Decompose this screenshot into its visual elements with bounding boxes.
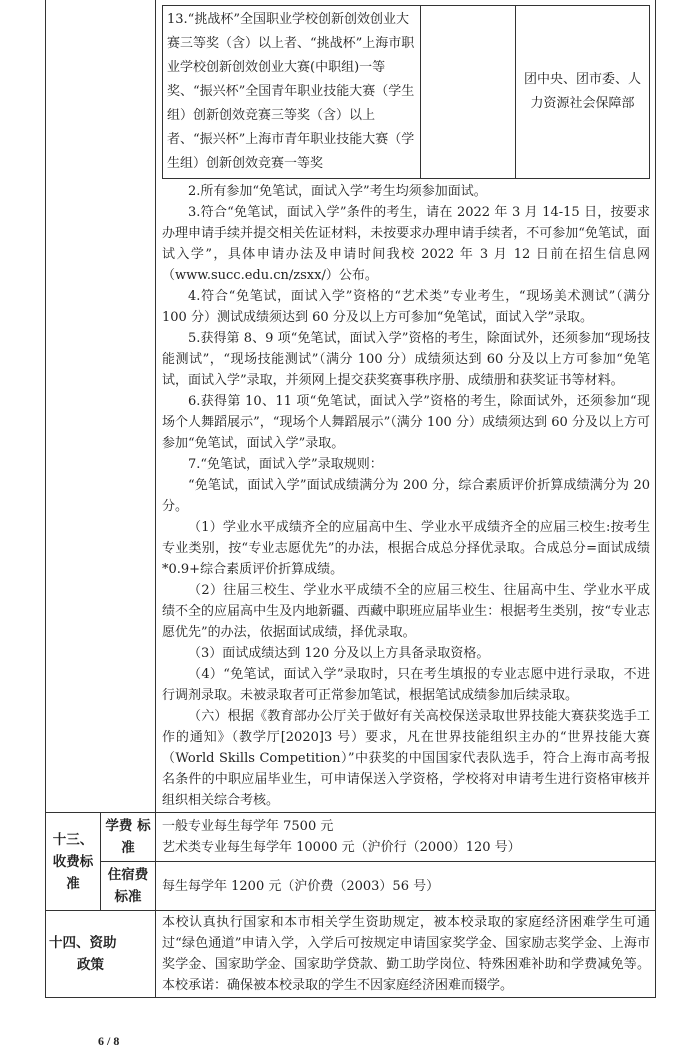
tuition-label-text: 学费 标准 (105, 818, 151, 856)
award-empty-cell (421, 6, 516, 179)
fees-section-label-text: 十三、收费标准 (52, 831, 94, 892)
rule-paragraph: 4.符合“免笔试，面试入学”资格的“艺术类”专业考生，“现场美术测试”（满分 100 分）测试成绩须达到 60 分及以上方可参加“免笔试，面试入学”录取。 (162, 289, 650, 325)
dorm-label-text: 住宿费标准 (107, 867, 149, 905)
dorm-value (156, 862, 656, 911)
tuition-label (101, 813, 156, 862)
rule-paragraph: （2）往届三校生、学业水平成绩不全的应届三校生、往届高中生、学业水平成绩不全的应届高中生及内地新疆、西藏中职班应届毕业生：根据考生类别，按“专业志愿优先”的办法，依据面试成绩，择优录取。 (162, 583, 650, 640)
rule-paragraph: 3.符合“免笔试，面试入学”条件的考生，请在 2022 年 3 月 14-15 日，按要求办理申请手续并提交相关佐证材料，未按要求办理申请手续者，不可参加“免笔试，面试入学”，具体申请办法及申请时间我校 2022 年 3 月 12 日前在招生信息网（www.succ.edu.cn/zsxx/）公布。 (162, 205, 650, 283)
admission-rules-text (162, 181, 650, 811)
award-table (162, 5, 650, 179)
tuition-row (46, 813, 656, 862)
rule-paragraph: （4）“免笔试，面试入学”录取时，只在考生填报的专业志愿中进行录取，不进行调剂录取。未被录取者可正常参加笔试，根据笔试成绩参加后续录取。 (162, 667, 650, 703)
rule-paragraph: 7.“免笔试，面试入学”录取规则： (188, 457, 383, 472)
award-organizer: 团中央、团市委、人力资源社会保障部 (516, 6, 650, 179)
dorm-label (101, 862, 156, 911)
dorm-row (46, 862, 656, 911)
tuition-line: 一般专业每生每学年 7500 元 (162, 819, 334, 834)
aid-label-line-2: 政策 (77, 957, 104, 973)
tuition-line: 艺术类专业每生每学年 10000 元（沪价行（2000）120 号） (162, 840, 521, 855)
tuition-value (156, 813, 656, 862)
rule-paragraph: 2.所有参加“免笔试，面试入学”考生均须参加面试。 (188, 184, 487, 199)
award-row (163, 6, 650, 179)
award-item-13: 13.“挑战杯”全国职业学校创新创效创业大赛三等奖（含）以上者、“挑战杯”上海市职业学校创新创效创业大赛(中职组)一等奖、“振兴杯”全国青年职业技能大赛（学生组）创新创效竞赛三等奖（含）以上者、“振兴杯”上海市青年职业技能大赛（学生组）创新创效竞赛一等奖 (163, 6, 421, 179)
aid-row (46, 911, 656, 998)
admission-rules-row (46, 0, 656, 813)
rule-paragraph: “免笔试，面试入学”面试成绩满分为 200 分，综合素质评价折算成绩满分为 20 分。 (162, 478, 650, 514)
rule-paragraph: 5.获得第 8、9 项“免笔试，面试入学”资格的考生，除面试外，还须参加“现场技能测试”，“现场技能测试”（满分 100 分）成绩须达到 60 分及以上方可参加“免笔试，面试入学”录取，并须网上提交获奖赛事秩序册、成绩册和获奖证书等材料。 (162, 331, 650, 388)
fees-section-label (46, 813, 101, 911)
rule-paragraph: （1）学业水平成绩齐全的应届高中生、学业水平成绩齐全的应届三校生:按考生专业类别，按“专业志愿优先”的办法，根据合成总分择优录取。合成总分=面试成绩*0.9+综合素质评价折算成绩。 (162, 520, 650, 577)
admission-rules-content (156, 0, 656, 813)
aid-policy-text: 本校认真执行国家和本市相关学生资助规定，被本校录取的家庭经济困难学生可通过“绿色通道”申请入学，入学后可按规定申请国家奖学金、国家励志奖学金、上海市奖学金、国家助学金、国家助学贷款、勤工助学岗位、特殊困难补助和学费减免等。本校承诺：确保被本校录取的学生不因家庭经济困难而辍学。 (162, 915, 650, 993)
page-number: 6 / 8 (98, 1034, 120, 1048)
aid-section-label (46, 911, 156, 998)
rule-paragraph: （六）根据《教育部办公厅关于做好有关高校保送录取世界技能大赛获奖选手工作的通知》（教学厅[2020]3 号）要求，凡在世界技能组织主办的“世界技能大赛（World Skills Competition）”中获奖的中国国家代表队选手，符合上海市高考报名条件的中职应届毕业生，可申请保送入学资格，学校将对申请考生进行资格审核并组织相关综合考核。 (162, 709, 650, 808)
enrollment-table (45, 0, 656, 998)
rule-paragraph: 6.获得第 10、11 项“免笔试，面试入学”资格的考生，除面试外，还须参加“现场个人舞蹈展示”，“现场个人舞蹈展示”（满分 100 分）成绩须达到 60 分及以上方可参加“免笔试，面试入学”录取。 (162, 394, 650, 451)
admission-rules-label-cell (46, 0, 156, 813)
rule-paragraph: （3）面试成绩达到 120 分及以上方具备录取资格。 (188, 646, 490, 661)
dorm-text: 每生每学年 1200 元（沪价费（2003）56 号） (162, 878, 440, 894)
aid-text (156, 911, 656, 998)
aid-label-line-1: 十四、资助 (49, 935, 117, 951)
